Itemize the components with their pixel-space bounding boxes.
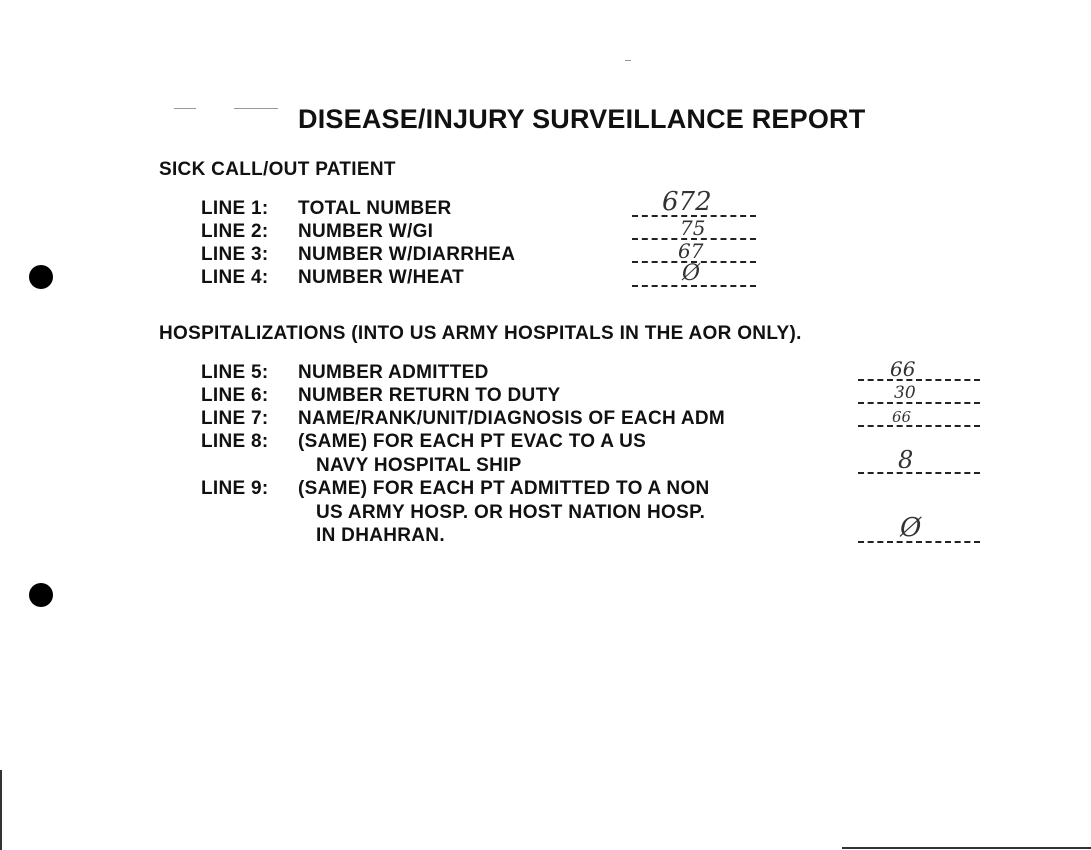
- dashed-underline: [858, 402, 980, 404]
- dashed-underline: [858, 472, 980, 474]
- value-field-line-8[interactable]: [858, 446, 980, 476]
- line-number: LINE 9:: [201, 478, 269, 499]
- handwritten-value: Ø: [900, 513, 922, 543]
- handwritten-value: 66: [890, 357, 916, 381]
- line-label: NUMBER W/HEAT: [298, 267, 465, 288]
- line-9-continuation: US ARMY HOSP. OR HOST NATION HOSP.: [316, 502, 706, 523]
- line-label: NUMBER W/DIARRHEA: [298, 244, 516, 265]
- value-field-line-4[interactable]: [632, 261, 756, 289]
- line-2: [201, 221, 433, 243]
- line-label: NUMBER RETURN TO DUTY: [298, 385, 561, 406]
- dashed-underline: [858, 425, 980, 427]
- handwritten-value: 75: [680, 216, 706, 240]
- hospitalizations-heading: HOSPITALIZATIONS (INTO US ARMY HOSPITALS IN THE AOR ONLY).: [159, 323, 802, 344]
- handwritten-value: 30: [894, 383, 916, 403]
- line-3: [201, 244, 515, 266]
- line-number: LINE 5:: [201, 362, 269, 383]
- line-6: [201, 385, 560, 407]
- handwritten-value: 66: [892, 408, 912, 426]
- dashed-underline: [858, 379, 980, 381]
- punch-hole: [29, 265, 53, 289]
- value-field-line-5[interactable]: [858, 359, 980, 383]
- line-7: [201, 408, 725, 430]
- line-8-continuation: NAVY HOSPITAL SHIP: [316, 455, 522, 476]
- line-label: (SAME) FOR EACH PT EVAC TO A US: [298, 431, 647, 452]
- line-9: [201, 478, 710, 500]
- scan-edge-line: [842, 847, 1091, 849]
- value-field-line-6[interactable]: [858, 382, 980, 406]
- line-number: LINE 4:: [201, 267, 269, 288]
- line-label: (SAME) FOR EACH PT ADMITTED TO A NON: [298, 478, 710, 499]
- line-number: LINE 1:: [201, 198, 269, 219]
- sick-call-heading: SICK CALL/OUT PATIENT: [159, 159, 396, 180]
- handwritten-value: 672: [662, 187, 712, 217]
- line-number: LINE 2:: [201, 221, 269, 242]
- line-label: NUMBER W/GI: [298, 221, 434, 242]
- scan-speck: [174, 108, 196, 109]
- value-field-line-9[interactable]: [858, 515, 980, 545]
- line-5: [201, 362, 489, 384]
- handwritten-value: Ø: [682, 261, 701, 286]
- line-label: NUMBER ADMITTED: [298, 362, 489, 383]
- scan-speck: [234, 108, 278, 109]
- line-4: [201, 267, 464, 289]
- line-number: LINE 7:: [201, 408, 269, 429]
- line-label: NAME/RANK/UNIT/DIAGNOSIS OF EACH ADM: [298, 408, 726, 429]
- handwritten-value: 8: [898, 446, 914, 474]
- line-number: LINE 8:: [201, 431, 269, 452]
- handwritten-value: 67: [678, 239, 704, 263]
- line-1: [201, 198, 452, 220]
- report-title: DISEASE/INJURY SURVEILLANCE REPORT: [298, 104, 866, 134]
- punch-hole: [29, 583, 53, 607]
- line-8: [201, 431, 646, 453]
- line-number: LINE 6:: [201, 385, 269, 406]
- line-number: LINE 3:: [201, 244, 269, 265]
- scan-edge-line: [0, 770, 2, 850]
- line-9-continuation: IN DHAHRAN.: [316, 525, 445, 546]
- scan-speck: [625, 60, 631, 61]
- value-field-line-7[interactable]: [858, 405, 980, 429]
- line-label: TOTAL NUMBER: [298, 198, 452, 219]
